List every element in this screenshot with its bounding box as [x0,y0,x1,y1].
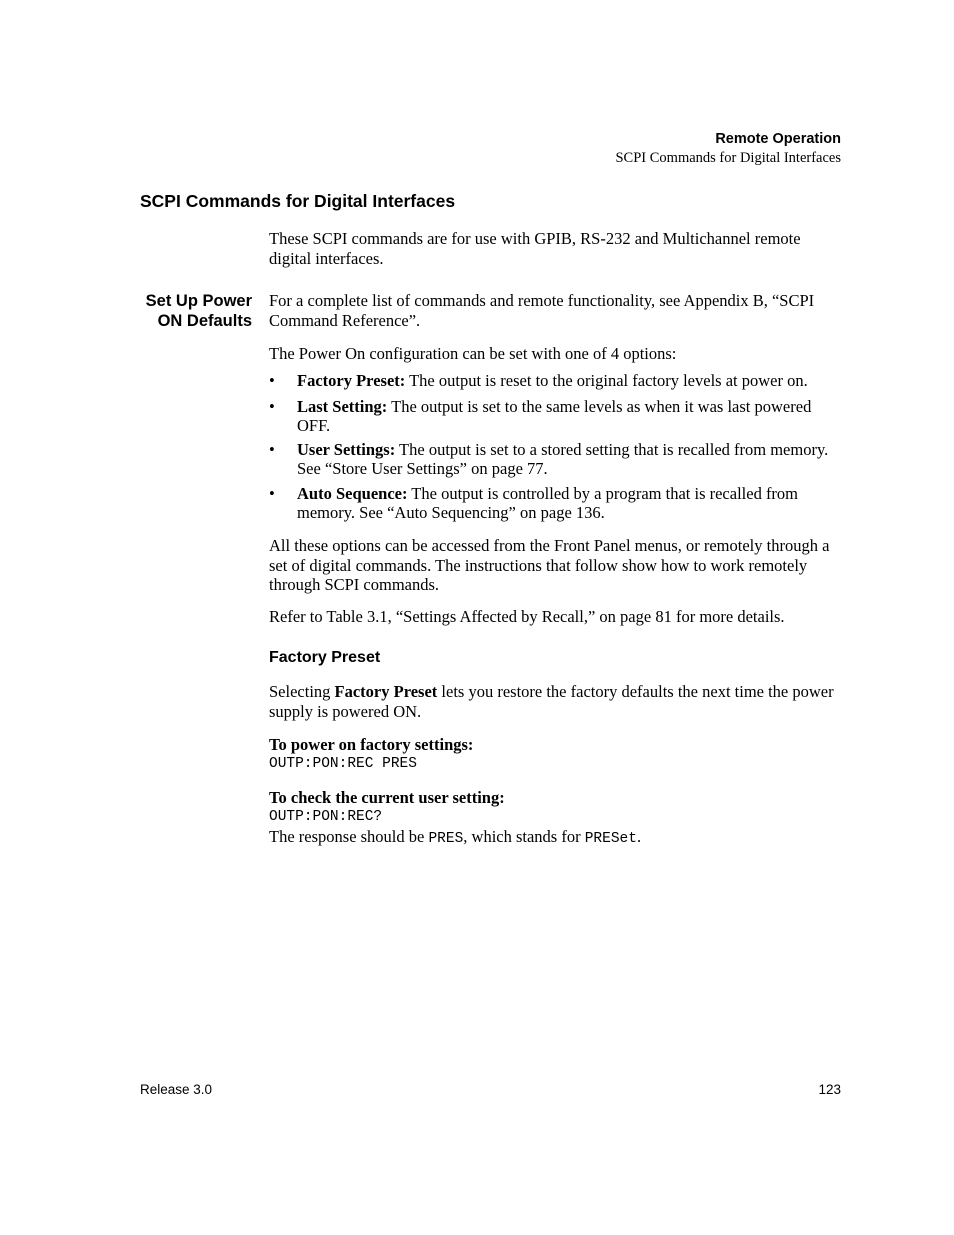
response-code: PRES [428,831,464,847]
list-item-term: Factory Preset: [297,371,406,390]
side-heading [146,291,252,331]
subsection-heading: Factory Preset [269,649,381,666]
section-title: SCPI Commands for Digital Interfaces [140,191,456,211]
footer-page-number: 123 [818,1082,841,1097]
bullet-icon: • [269,371,275,390]
bullet-icon: • [269,440,275,459]
factory-preset-paragraph [269,682,841,721]
running-header-chapter: Remote Operation [715,131,841,147]
check-setting-command: OUTP:PON:REC? [269,809,383,825]
power-on-label: To power on factory settings: [269,735,474,754]
access-options-paragraph: All these options can be accessed from the Front Panel menus, or remotely through a set of digital commands. The instructions that follow show how to work remotely through SCPI commands. [269,536,830,594]
side-heading-line-2: ON Defaults [157,312,252,330]
paragraph-suffix: lets you restore the factory defaults the next time the power supply is powered ON. [269,682,834,721]
list-item [269,397,841,435]
running-header-section: SCPI Commands for Digital Interfaces [615,150,841,166]
check-setting-label: To check the current user setting: [269,788,505,807]
footer-release: Release 3.0 [140,1082,213,1097]
power-on-command: OUTP:PON:REC PRES [269,756,417,772]
response-suffix: . [636,827,642,846]
response-line [269,827,641,847]
list-item-term: Auto Sequence: [297,484,408,503]
list-item-term: User Settings: [297,440,396,459]
list-item-text: The output is set to the same levels as when it was last powered OFF. [297,397,812,435]
list-item [269,371,841,390]
side-heading-line-1: Set Up Power [145,292,252,310]
list-item [269,440,841,478]
response-code-full: PRESet [584,831,637,847]
command-reference-paragraph: For a complete list of commands and remote functionality, see Appendix B, “SCPI Command Reference”. [269,291,815,330]
list-item-text: The output is set to a stored setting that is recalled from memory. See “Store User Settings” on page 77. [297,440,829,478]
list-item-term: Last Setting: [297,397,388,416]
list-item [269,484,841,522]
bullet-icon: • [269,397,275,416]
response-middle: , which stands for [463,827,585,846]
paragraph-bold-term: Factory Preset [334,682,438,701]
bullet-icon: • [269,484,275,503]
intro-paragraph: These SCPI commands are for use with GPIB, RS-232 and Multichannel remote digital interfaces. [269,229,801,268]
list-item-text: The output is reset to the original factory levels at power on. [405,371,808,390]
table-reference-paragraph: Refer to Table 3.1, “Settings Affected by Recall,” on page 81 for more details. [269,607,785,626]
list-item-text: The output is controlled by a program that is recalled from memory. See “Auto Sequencing” on page 136. [297,484,799,522]
response-prefix: The response should be [269,827,429,846]
paragraph-prefix: Selecting [269,682,335,701]
options-intro-paragraph: The Power On configuration can be set with one of 4 options: [269,344,677,363]
